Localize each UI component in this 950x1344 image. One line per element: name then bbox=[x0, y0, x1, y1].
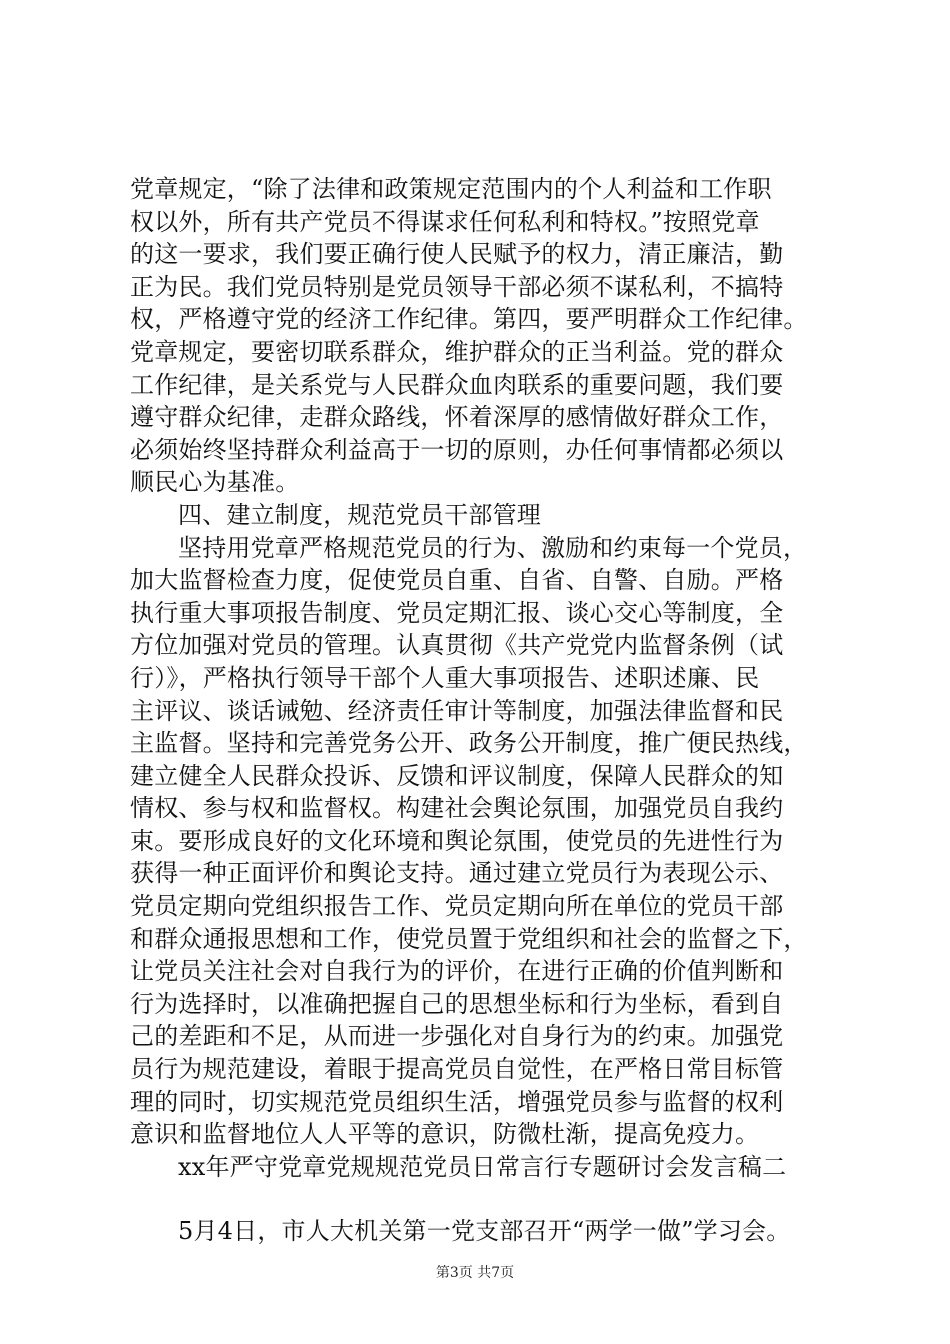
text-line: 方位加强对党员的管理。认真贯彻《共产党党内监督条例（试 bbox=[130, 631, 784, 660]
text-line: 权，严格遵守党的经济工作纪律。第四，要严明群众工作纪律。 bbox=[130, 305, 808, 334]
text-line: 党章规定，要密切联系群众，维护群众的正当利益。党的群众 bbox=[130, 337, 784, 366]
text-line: 权以外，所有共产党员不得谋求任何私利和特权。”按照党章 bbox=[130, 207, 760, 236]
text-line: 建立健全人民群众投诉、反馈和评议制度，保障人民群众的知 bbox=[130, 761, 784, 790]
text-line: 加大监督检查力度，促使党员自重、自省、自警、自励。严格 bbox=[130, 566, 784, 595]
text-line: 顺民心为基准。 bbox=[130, 468, 300, 497]
text-line: 意识和监督地位人人平等的意识，防微杜渐，提高免疫力。 bbox=[130, 1120, 760, 1149]
page-footer: 第3页 共7页 bbox=[435, 1265, 515, 1281]
text-line: 理的同时，切实规范党员组织生活，增强党员参与监督的权利 bbox=[130, 1087, 784, 1116]
paragraph-1 bbox=[130, 173, 845, 499]
text-line: 主监督。坚持和完善党务公开、政务公开制度，推广便民热线， bbox=[130, 729, 808, 758]
document-body bbox=[130, 173, 845, 1248]
text-line: 执行重大事项报告制度、党员定期汇报、谈心交心等制度，全 bbox=[130, 598, 784, 627]
text-line: 让党员关注社会对自我行为的评价，在进行正确的价值判断和 bbox=[130, 957, 784, 986]
text-line: 束。要形成良好的文化环境和舆论氛围，使党员的先进性行为 bbox=[130, 826, 784, 855]
paragraph-3-first-line: 5月4日，市人大机关第一党支部召开“两学一做”学习会。 bbox=[178, 1217, 791, 1246]
text-line: 行为选择时，以准确把握自己的思想坐标和行为坐标，看到自 bbox=[130, 989, 784, 1018]
text-line: 己的差距和不足，从而进一步强化对自身行为的约束。加强党 bbox=[130, 1022, 784, 1051]
text-line: 遵守群众纪律，走群众路线，怀着深厚的感情做好群众工作， bbox=[130, 403, 784, 432]
text-line: 获得一种正面评价和舆论支持。通过建立党员行为表现公示、 bbox=[130, 859, 784, 888]
text-line: 主评议、谈话诫勉、经济责任审计等制度，加强法律监督和民 bbox=[130, 696, 784, 725]
text-line: 正为民。我们党员特别是党员领导干部必须不谋私利，不搞特 bbox=[130, 272, 784, 301]
text-line: 坚持用党章严格规范党员的行为、激励和约束每一个党员， bbox=[178, 533, 808, 562]
section-title: xx年严守党章党规规范党员日常言行专题研讨会发言稿二 bbox=[178, 1152, 787, 1181]
text-line: 的这一要求，我们要正确行使人民赋予的权力，清正廉洁，勤 bbox=[130, 240, 784, 269]
text-line: 党章规定，“除了法律和政策规定范围内的个人利益和工作职 bbox=[130, 175, 772, 203]
text-line: 员行为规范建设，着眼于提高党员自觉性，在严格日常目标管 bbox=[130, 1055, 784, 1084]
text-line: 和群众通报思想和工作，使党员置于党组织和社会的监督之下， bbox=[130, 924, 808, 953]
paragraph-2 bbox=[130, 532, 845, 1151]
text-line: 必须始终坚持群众利益高于一切的原则，办任何事情都必须以 bbox=[130, 435, 784, 464]
text-line: 党员定期向党组织报告工作、党员定期向所在单位的党员干部 bbox=[130, 892, 784, 921]
text-line: 行）》，严格执行领导干部个人重大事项报告、述职述廉、民 bbox=[130, 663, 760, 692]
text-line: 工作纪律，是关系党与人民群众血肉联系的重要问题，我们要 bbox=[130, 370, 784, 399]
blank-line bbox=[130, 1183, 845, 1215]
text-line: 情权、参与权和监督权。构建社会舆论氛围，加强党员自我约 bbox=[130, 794, 784, 823]
section-heading-4: 四、建立制度，规范党员干部管理 bbox=[178, 500, 541, 529]
